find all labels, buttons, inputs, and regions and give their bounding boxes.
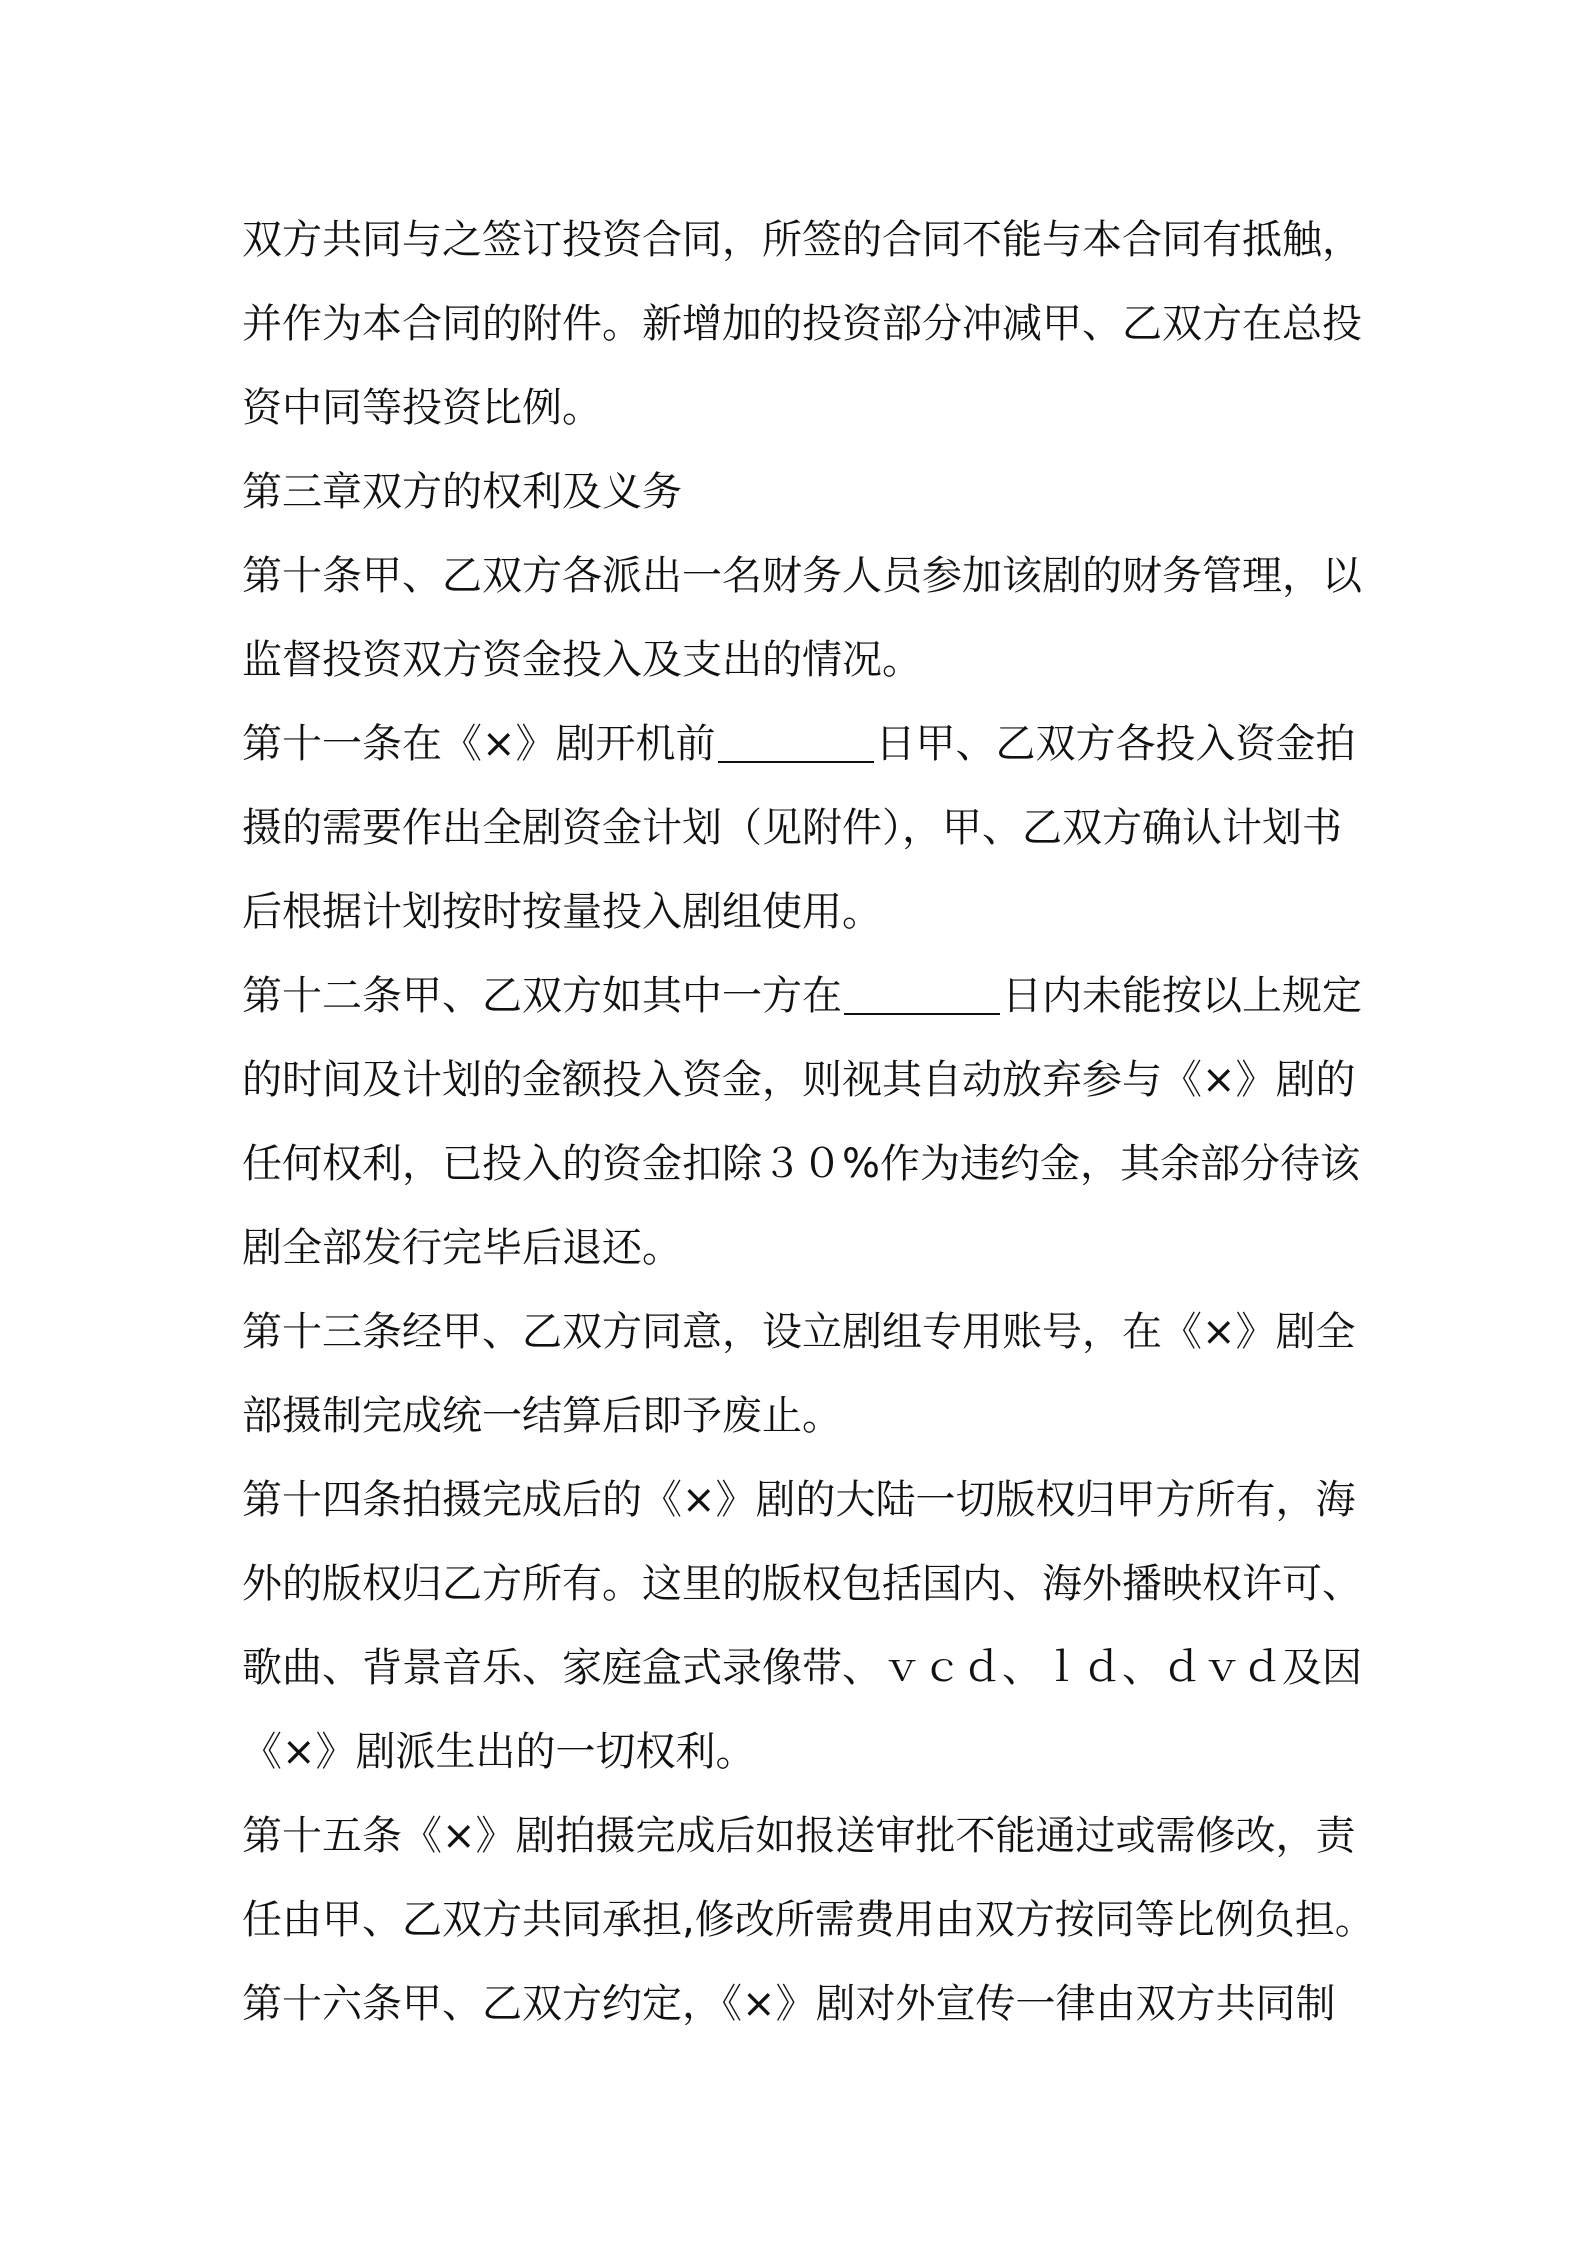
text-line: 第十四条拍摄完成后的《×》剧的大陆一切版权归甲方所有，海	[242, 1477, 1356, 1523]
fill-in-blank	[844, 973, 1000, 1015]
text-line: 部摄制完成统一结算后即予废止。	[242, 1393, 842, 1439]
text-line: 监督投资双方资金投入及支出的情况。	[242, 637, 922, 683]
text-line: 第十条甲、乙双方各派出一名财务人员参加该剧的财务管理，以	[242, 553, 1362, 599]
text-line: 摄的需要作出全剧资金计划（见附件），甲、乙双方确认计划书	[242, 805, 1342, 851]
text-segment: 日内未能按以上规定	[1002, 973, 1362, 1019]
chapter-heading: 第三章双方的权利及义务	[242, 469, 682, 515]
fill-in-blank	[718, 721, 874, 763]
text-line: 剧全部发行完毕后退还。	[242, 1225, 682, 1271]
text-line: 任何权利，已投入的资金扣除３０%作为违约金，其余部分待该	[242, 1141, 1361, 1187]
text-segment: 第十二条甲、乙双方如其中一方在	[242, 973, 842, 1019]
text-line: 任由甲、乙双方共同承担,修改所需费用由双方按同等比例负担。	[242, 1897, 1375, 1943]
text-line: 第十五条《×》剧拍摄完成后如报送审批不能通过或需修改，责	[242, 1813, 1356, 1859]
text-line: 后根据计划按时按量投入剧组使用。	[242, 889, 882, 935]
text-segment: 日甲、乙双方各投入资金拍	[875, 721, 1356, 767]
text-line: 外的版权归乙方所有。这里的版权包括国内、海外播映权许可、	[242, 1561, 1362, 1607]
text-line: 第十三条经甲、乙双方同意，设立剧组专用账号，在《×》剧全	[242, 1309, 1356, 1355]
contract-body-text	[242, 198, 1375, 2046]
text-line-with-blank	[242, 702, 1360, 786]
text-line: 双方共同与之签订投资合同，所签的合同不能与本合同有抵触，	[242, 217, 1362, 263]
text-line: 的时间及计划的金额投入资金，则视其自动放弃参与《×》剧的	[242, 1057, 1356, 1103]
text-line: 资中同等投资比例。	[242, 385, 602, 431]
text-line: 歌曲、背景音乐、家庭盒式录像带、ｖｃｄ、ｌｄ、ｄｖｄ及因	[242, 1645, 1362, 1691]
text-line: 《×》剧派生出的一切权利。	[242, 1729, 756, 1775]
text-line: 第十六条甲、乙双方约定，《×》剧对外宣传一律由双方共同制	[242, 1981, 1336, 2027]
text-line-with-blank	[242, 954, 1360, 1038]
text-segment: 第十一条在《×》剧开机前	[242, 721, 716, 767]
text-line: 并作为本合同的附件。新增加的投资部分冲减甲、乙双方在总投	[242, 301, 1362, 347]
